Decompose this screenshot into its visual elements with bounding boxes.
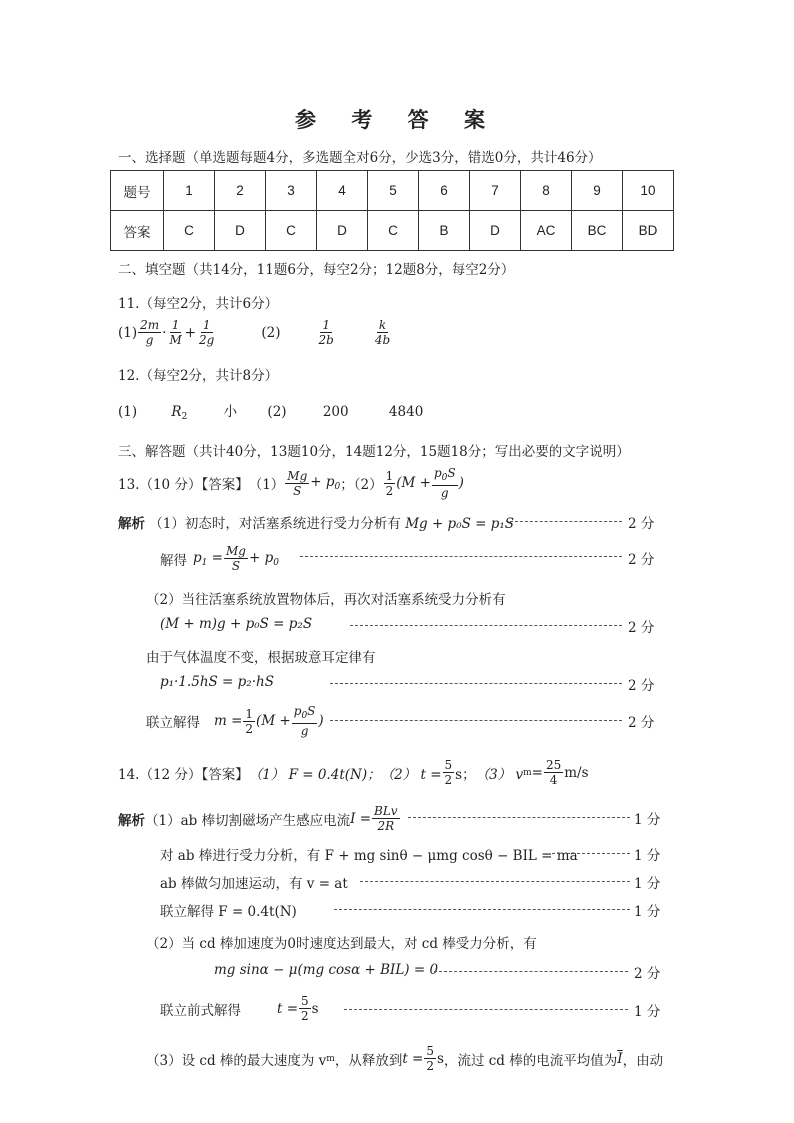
table-cell: 4 — [317, 171, 368, 211]
q13-step1-text: （1）初态时，对活塞系统进行受力分析有 — [149, 516, 401, 532]
table-cell: BC — [572, 211, 623, 251]
table-header-cell: 题号 — [111, 171, 164, 211]
q14-step3: ab 棒做匀加速运动，有 v = at — [160, 876, 348, 892]
q13-step5-text: 联立解得 — [146, 715, 200, 731]
q13-heading: 13.（10 分）【答案】 — [118, 477, 249, 493]
dash-leader — [334, 909, 630, 910]
q14-formula-blv-2r: $\frac{\text{BLv}}{2R}$ — [374, 804, 398, 833]
q13-formula-half: $\frac{1}{2}$ — [385, 468, 394, 498]
dash-leader — [330, 720, 622, 721]
dash-leader — [300, 556, 622, 557]
table-cell: 5 — [368, 171, 419, 211]
q14-score-4: 1 分 — [634, 904, 661, 920]
q12-answer-r-sub: 2 — [181, 412, 188, 422]
q14-formula-5-2: $\frac{5}{2}$ — [444, 758, 453, 787]
q14-ans2: （2） t = — [380, 766, 442, 783]
table-cell: C — [164, 211, 215, 251]
q12-answers — [118, 400, 423, 422]
q11-answers: (1) $\frac{2m}{g}$ · $\frac{1}{M}$ + $\frac{1}{2g}$ (2) $\frac{1}{2b}$ $\frac{k}{4b}$ — [118, 318, 391, 347]
q14-step7: （3）设 cd 棒的最大速度为 v m ，从释放到 t = $\frac{5}{2}$ s ，流过 cd 棒的电流平均值为 $\overline{I}$ ，由动 — [146, 1044, 664, 1073]
dash-leader — [344, 1009, 628, 1010]
table-cell: 8 — [521, 171, 572, 211]
q13-step3-eq: (M + m)g + p₀S = p₂S — [160, 616, 313, 632]
q14-step1-text: （1）ab 棒切割磁场产生感应电流 — [145, 812, 351, 829]
dash-leader — [350, 625, 622, 626]
q14-step5-eq: mg sinα − μ(mg cosα + BIL) = 0 — [214, 962, 439, 978]
table-cell: AC — [521, 211, 572, 251]
q14-ans3: （3） v — [475, 766, 524, 783]
section2-heading: 二、填空题（共14分，11题6分，每空2分；12题8分，每空2分） — [118, 262, 515, 278]
table-cell: D — [470, 211, 521, 251]
q12-answer-4840: 4840 — [388, 404, 424, 420]
q11-formula-2m-g: $\frac{2m}{g}$ — [140, 318, 160, 347]
q14-step7b: ，从释放到 — [334, 1052, 403, 1069]
q11-formula-1-M: $\frac{1}{M}$ — [169, 318, 182, 347]
q14-ans1: （1） F = 0.4t(N)； — [248, 766, 381, 783]
table-cell: D — [317, 211, 368, 251]
table-cell: 6 — [419, 171, 470, 211]
q13-score-2: 2 分 — [628, 552, 655, 568]
q14-step5: （2）当 cd 棒加速度为0时速度达到最大，对 cd 棒受力分析，有 — [146, 936, 537, 952]
q12-part2-label: (2) — [267, 404, 287, 420]
table-cell: 7 — [470, 171, 521, 211]
q13-answer-line: 13.（10 分）【答案】 （1） $\frac{Mg}{S}$ + $p_0$ ；（2） $\frac{1}{2}$ (M + $\frac{p_0S}{g}$ ) — [118, 466, 464, 500]
q14-score-1: 1 分 — [634, 812, 661, 828]
section3-heading: 三、解答题（共计40分，13题10分，14题12分，15题18分；写出必要的文字说明） — [118, 444, 630, 460]
q13-step3: （2）当往活塞系统放置物体后，再次对活塞系统受力分析有 — [146, 592, 506, 608]
q12-part1-label: (1) — [118, 404, 138, 420]
q13-step2: 解得 $p_1$ = $\frac{Mg}{S}$ + $p_0$ — [160, 544, 279, 573]
q13-score-3: 2 分 — [628, 620, 655, 636]
q11-formula-1-2g: $\frac{1}{2g}$ — [199, 318, 215, 347]
q14-answer-line: 14.（12 分）【答案】 （1） F = 0.4t(N)； （2） t = $\frac{5}{2}$ s； （3） v m = $\frac{25}{4}$ m/s — [118, 758, 589, 787]
table-cell: C — [368, 211, 419, 251]
q13-formula-half-2: $\frac{1}{2}$ — [245, 706, 254, 736]
q13-step1 — [118, 512, 514, 532]
q12-answer-200: 200 — [322, 404, 349, 420]
q14-score-2: 1 分 — [634, 848, 661, 864]
q13-formula-mg-s-2: $\frac{Mg}{S}$ — [226, 544, 246, 573]
q13-step4-eq: p₁·1.5hS = p₂·hS — [160, 674, 274, 690]
table-header-cell: 答案 — [111, 211, 164, 251]
dash-leader — [510, 521, 622, 522]
q14-score-5: 2 分 — [634, 966, 661, 982]
q13-score-5: 2 分 — [628, 715, 655, 731]
q13-score-4: 2 分 — [628, 678, 655, 694]
table-cell: 10 — [623, 171, 674, 211]
table-cell: 1 — [164, 171, 215, 211]
q14-step6-text: 联立前式解得 — [160, 1002, 241, 1019]
q11-part2-label: (2) — [261, 324, 281, 341]
q14-step7c: ，流过 cd 棒的电流平均值为 — [443, 1052, 618, 1069]
q13-formula-mg-s: $\frac{Mg}{S}$ — [287, 468, 308, 498]
q14-formula-5-2-b: $\frac{5}{2}$ — [301, 994, 309, 1023]
q12-heading: 12.（每空2分，共计8分） — [118, 368, 279, 384]
q14-formula-5-2-c: $\frac{5}{2}$ — [426, 1044, 435, 1073]
table-cell: 2 — [215, 171, 266, 211]
q14-score-3: 1 分 — [634, 876, 661, 892]
table-cell: D — [215, 211, 266, 251]
q11-heading: 11.（每空2分，共计6分） — [118, 296, 279, 312]
dash-leader — [408, 817, 630, 818]
table-cell: BD — [623, 211, 674, 251]
q13-jiexi-label: 解析 — [118, 516, 145, 532]
q11-formula-k-4b: $\frac{k}{4b}$ — [374, 318, 391, 347]
q13-formula-p0s-g: $\frac{p_0S}{g}$ — [433, 466, 456, 500]
q13-formula-p0s-g-2: $\frac{p_0S}{g}$ — [293, 704, 316, 738]
table-cell: C — [266, 211, 317, 251]
page-title: 参 考 答 案 — [295, 108, 499, 132]
dash-leader — [330, 683, 622, 684]
dash-leader — [360, 881, 630, 882]
q14-step4: 联立解得 F = 0.4t(N) — [160, 904, 297, 920]
q14-step2: 对 ab 棒进行受力分析，有 F + mg sinθ − μmg cosθ − BIL = ma — [160, 848, 578, 864]
table-row — [111, 171, 674, 211]
answer-table — [110, 170, 674, 251]
q12-answer-small: 小 — [223, 404, 238, 420]
dash-leader — [552, 853, 630, 854]
table-cell: B — [419, 211, 470, 251]
q13-score-1: 2 分 — [628, 516, 655, 532]
q14-score-6: 1 分 — [634, 1004, 661, 1020]
q14-step6: 联立前式解得 t = $\frac{5}{2}$ s — [160, 994, 319, 1023]
q14-step7a: （3）设 cd 棒的最大速度为 v — [146, 1052, 327, 1069]
q14-step1: 解析 （1）ab 棒切割磁场产生感应电流 I = $\frac{\text{BLv}}{2R}$ — [118, 804, 398, 833]
table-cell: 3 — [266, 171, 317, 211]
table-cell: 9 — [572, 171, 623, 211]
q13-step4: 由于气体温度不变，根据玻意耳定律有 — [146, 650, 376, 666]
table-row — [111, 211, 674, 251]
q14-jiexi-label: 解析 — [118, 812, 145, 829]
q11-formula-1-2b: $\frac{1}{2b}$ — [318, 318, 334, 347]
q13-step5: 联立解得 m = $\frac{1}{2}$ (M + $\frac{p_0S}{g}$ ) — [146, 704, 324, 738]
q13-step2-text: 解得 — [160, 552, 187, 569]
q11-part1-label: (1) — [118, 324, 138, 341]
q12-answer-r: R — [171, 404, 182, 420]
section1-heading: 一、选择题（单选题每题4分，多选题全对6分，少选3分，错选0分，共计46分） — [118, 150, 602, 166]
q13-step1-eq: Mg + p₀S = p₁S — [405, 516, 515, 532]
q14-step7d: ，由动 — [622, 1052, 664, 1069]
q14-formula-25-4: $\frac{25}{4}$ — [545, 758, 562, 787]
dash-leader — [434, 971, 628, 972]
q14-heading: 14.（12 分）【答案】 — [118, 766, 249, 783]
